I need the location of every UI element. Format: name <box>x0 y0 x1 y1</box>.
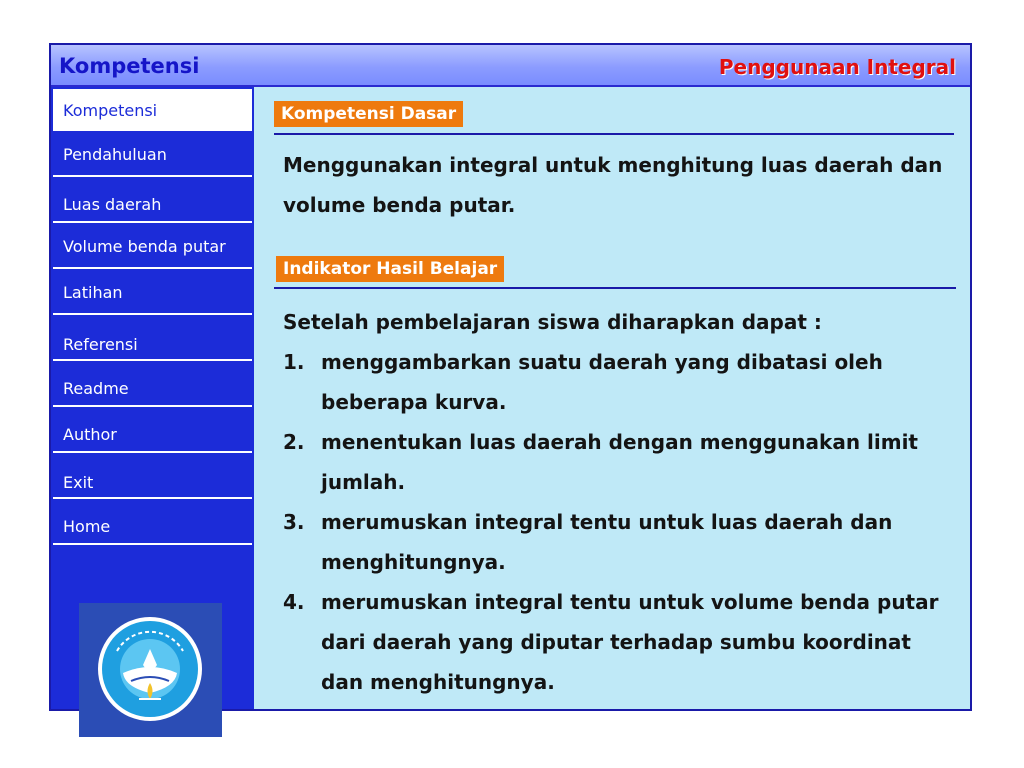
indikator-intro-text: Setelah pembelajaran siswa diharapkan dapat : <box>283 310 822 334</box>
list-item-text: menggambarkan suatu daerah yang dibatasi oleh beberapa kurva. <box>321 350 883 414</box>
list-item-text: merumuskan integral tentu untuk luas daerah dan menghitungnya. <box>321 510 893 574</box>
list-item <box>283 342 943 422</box>
sidebar-item-home[interactable] <box>53 501 252 545</box>
sidebar-item-latihan[interactable] <box>53 271 252 315</box>
content-panel <box>256 87 970 709</box>
sidebar-item-label: Readme <box>63 379 129 398</box>
list-item-number: 3. <box>283 510 305 534</box>
sidebar-item-label: Kompetensi <box>63 101 158 120</box>
section-divider <box>274 133 954 135</box>
sidebar-item-label: Home <box>63 517 111 536</box>
list-item <box>283 582 943 702</box>
page-title: Kompetensi <box>59 54 200 78</box>
sidebar-item-luas-daerah[interactable] <box>53 179 252 223</box>
list-item <box>283 422 943 502</box>
main-frame <box>49 43 972 711</box>
section-title-indikator: Indikator Hasil Belajar <box>276 256 504 282</box>
sidebar-nav <box>51 87 254 709</box>
sidebar-item-label: Exit <box>63 473 94 492</box>
list-item-text: merumuskan integral tentu untuk volume benda putar dari daerah yang diputar terhadap sumbu koordinat dan menghitungnya. <box>321 590 939 694</box>
sidebar-item-label: Referensi <box>63 335 138 354</box>
sidebar-item-author[interactable] <box>53 409 252 453</box>
sidebar-item-pendahuluan[interactable] <box>53 133 252 177</box>
tut-wuri-handayani-logo <box>79 603 222 737</box>
sidebar-item-label: Volume benda putar <box>63 237 226 256</box>
list-item-text: menentukan luas daerah dengan menggunakan limit jumlah. <box>321 430 918 494</box>
list-item-number: 2. <box>283 430 305 454</box>
sidebar-item-referensi[interactable] <box>53 317 252 361</box>
sidebar-item-readme[interactable] <box>53 363 252 407</box>
tut-wuri-handayani-emblem-icon <box>79 603 222 737</box>
indikator-list <box>283 342 943 702</box>
sidebar-item-label: Author <box>63 425 117 444</box>
topic-title: Penggunaan Integral <box>718 55 956 79</box>
list-item-number: 4. <box>283 590 305 614</box>
sidebar-item-label: Luas daerah <box>63 195 162 214</box>
sidebar-item-volume-benda-putar[interactable] <box>53 225 252 269</box>
kompetensi-dasar-text: Menggunakan integral untuk menghitung luas daerah dan volume benda putar. <box>283 153 943 217</box>
list-item <box>283 502 943 582</box>
section-divider <box>274 287 956 289</box>
sidebar-item-label: Latihan <box>63 283 123 302</box>
sidebar-item-kompetensi[interactable] <box>53 89 252 133</box>
sidebar-item-exit[interactable] <box>53 455 252 499</box>
section-title-kompetensi-dasar: Kompetensi Dasar <box>274 101 463 127</box>
header-bar <box>51 45 970 87</box>
list-item-number: 1. <box>283 350 305 374</box>
sidebar-item-label: Pendahuluan <box>63 145 167 164</box>
